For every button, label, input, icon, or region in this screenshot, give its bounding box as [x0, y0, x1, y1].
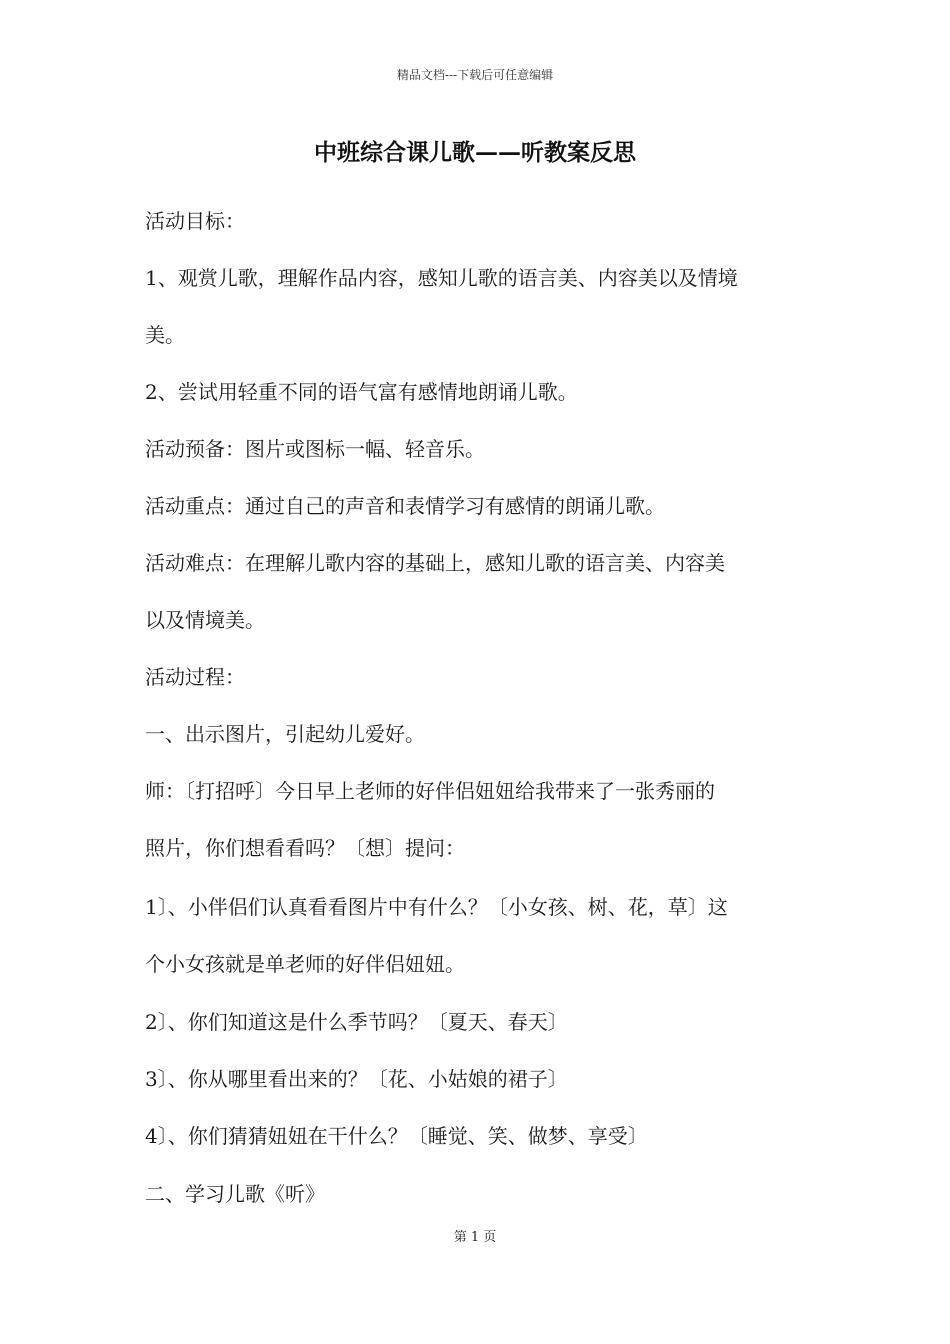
body-line: 个小女孩就是单老师的好伴侣妞妞。: [145, 952, 465, 976]
document-header-note: 精品文档---下载后可任意编辑: [396, 68, 554, 82]
body-line: 以及情境美。: [145, 608, 265, 632]
body-line: 活动目标：: [145, 209, 245, 233]
body-line: 美。: [145, 323, 185, 347]
body-line: 师：〔打招呼〕今日早上老师的好伴侣妞妞给我带来了一张秀丽的: [145, 779, 715, 803]
body-line: 一、出示图片，引起幼儿爱好。: [145, 722, 425, 746]
body-line: 2〕、你们知道这是什么季节吗？〔夏天、春天〕: [145, 1010, 568, 1034]
body-line: 活动预备：图片或图标一幅、轻音乐。: [145, 437, 485, 461]
body-line: 1、观赏儿歌，理解作品内容，感知儿歌的语言美、内容美以及情境: [145, 266, 738, 290]
body-line: 二、学习儿歌《听》: [145, 1182, 325, 1206]
body-line: 1〕、小伴侣们认真看看图片中有什么？〔小女孩、树、花，草〕这: [145, 895, 728, 919]
body-line: 活动难点：在理解儿歌内容的基础上，感知儿歌的语言美、内容美: [145, 551, 725, 575]
body-line: 3〕、你从哪里看出来的？〔花、小姑娘的裙子〕: [145, 1067, 568, 1091]
document-title: 中班综合课儿歌——听教案反思: [314, 139, 636, 166]
body-line: 照片，你们想看看吗？〔想〕提问：: [145, 836, 465, 860]
body-line: 4〕、你们猜猜妞妞在干什么？〔睡觉、笑、做梦、享受〕: [145, 1124, 648, 1148]
page-number: 第 1 页: [453, 1230, 497, 1245]
body-line: 2、尝试用轻重不同的语气富有感情地朗诵儿歌。: [145, 380, 578, 404]
body-line: 活动重点：通过自己的声音和表情学习有感情的朗诵儿歌。: [145, 494, 665, 518]
body-line: 活动过程：: [145, 665, 245, 689]
